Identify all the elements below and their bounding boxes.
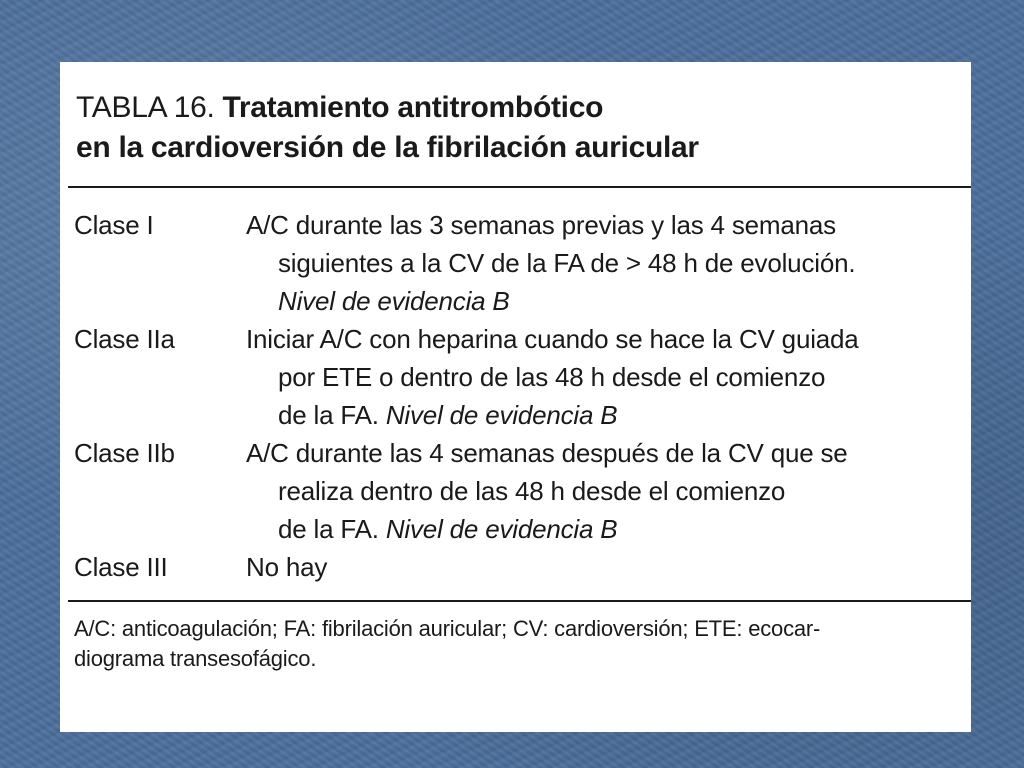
row-line-2: realiza dentro de las 48 h desde el comienzo <box>278 476 786 506</box>
table-panel <box>60 62 971 732</box>
row-line-3 <box>246 510 941 548</box>
row-line-3-text: de la FA. <box>278 514 379 544</box>
table-number: TABLA 16. <box>76 91 215 124</box>
table-row-clase-iib <box>74 434 941 548</box>
row-line-1: Iniciar A/C con heparina cuando se hace la CV guiada <box>246 324 859 354</box>
row-line-3-text: de la FA. <box>278 400 379 430</box>
table-title <box>74 88 941 168</box>
row-line-1: A/C durante las 4 semanas después de la CV que se <box>246 438 848 468</box>
row-description <box>246 206 941 320</box>
row-line-3 <box>246 396 941 434</box>
row-line-2: siguientes a la CV de la FA de > 48 h de evolución. <box>278 248 856 278</box>
table-row-clase-iia <box>74 320 941 434</box>
row-line-1: No hay <box>246 552 328 582</box>
row-class-label: Clase I <box>74 210 154 240</box>
evidence-level: Nivel de evidencia B <box>278 286 510 316</box>
row-line-1: A/C durante las 3 semanas previas y las 4 semanas <box>246 210 836 240</box>
table-row-clase-iii <box>74 548 941 586</box>
table-body <box>74 188 941 600</box>
table-footnote <box>74 602 941 674</box>
row-class-label: Clase III <box>74 552 168 582</box>
footnote-line-1: A/C: anticoagulación; FA: fibrilación auricular; CV: cardioversión; ETE: ecocar- <box>74 616 821 641</box>
table-row-clase-i <box>74 206 941 320</box>
evidence-level: Nivel de evidencia B <box>385 514 618 544</box>
evidence-level: Nivel de evidencia B <box>385 400 618 430</box>
footnote-line-2: diograma transesofágico. <box>74 646 317 671</box>
row-line-3 <box>246 282 941 320</box>
row-line-2: por ETE o dentro de las 48 h desde el comienzo <box>278 362 826 392</box>
row-description <box>246 434 941 548</box>
title-line-1 <box>76 88 941 128</box>
table-heading-line-1: Tratamiento antitrombótico <box>222 91 604 124</box>
table-heading-line-2: en la cardioversión de la fibrilación auricular <box>76 131 699 164</box>
row-description <box>246 548 941 586</box>
row-class-label: Clase IIa <box>74 324 175 354</box>
row-class-label: Clase IIb <box>74 438 175 468</box>
row-description <box>246 320 941 434</box>
